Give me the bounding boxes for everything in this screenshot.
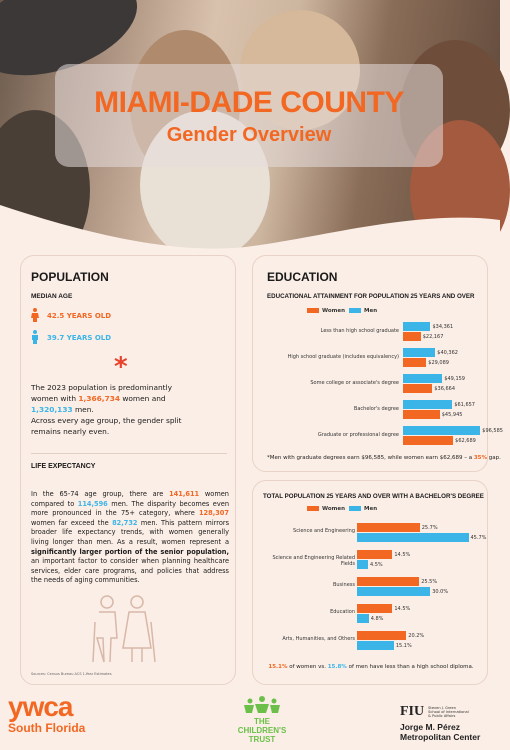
woman-icon <box>31 308 39 322</box>
bach-value-label: 4.5% <box>369 562 383 568</box>
population-heading: POPULATION <box>31 270 109 284</box>
bach-value-label: 14.5% <box>394 552 411 558</box>
edu-category-label: Graduate or professional degree <box>317 432 399 438</box>
bach-legend-women: Women <box>307 506 345 512</box>
bach-value-label: 25.5% <box>421 579 438 585</box>
bach-value-label: 14.5% <box>394 606 411 612</box>
bach-value-label: 45.7% <box>470 535 487 541</box>
children-figures-icon <box>222 695 302 713</box>
bachelor-panel <box>252 480 488 685</box>
bach-value-label: 4.8% <box>370 616 384 622</box>
childrens-trust-logo: THE CHILDREN'S TRUST <box>222 695 302 744</box>
edu-value-label: $45,945 <box>441 412 463 418</box>
edu-bar-men <box>403 348 435 357</box>
edu-legend-women: Women <box>307 308 345 314</box>
bach-value-label: 25.7% <box>421 525 438 531</box>
education-note: *Men with graduate degrees earn $96,585, while women earn $62,689 – a 35% gap. <box>267 455 501 461</box>
edu-category-label: Some college or associate's degree <box>310 380 399 386</box>
bach-bar-men <box>357 614 369 623</box>
edu-value-label: $34,361 <box>432 324 454 330</box>
edu-bar-women <box>403 358 426 367</box>
bachelor-chart <box>253 519 489 659</box>
population-panel <box>20 255 236 685</box>
page-subtitle: Gender Overview <box>166 124 332 146</box>
edu-value-label: $29,089 <box>428 360 449 366</box>
bachelor-note: 15.1% of women vs. 15.8% of men have less than a high school diploma. <box>268 664 474 670</box>
edu-value-label: $96,585 <box>482 428 503 434</box>
bach-bar-women <box>357 550 392 559</box>
edu-bar-men <box>403 426 480 435</box>
edu-value-label: $40,362 <box>437 350 458 356</box>
bach-category-label: Business <box>332 582 355 588</box>
edu-value-label: $61,657 <box>454 402 475 408</box>
bach-bar-women <box>357 631 406 640</box>
bach-bar-women <box>357 577 419 586</box>
population-text: The 2023 population is predominantly women with 1,366,734 women and 1,320,133 men. Across every age group, the gender split remains nearly even. <box>31 383 182 436</box>
bach-bar-men <box>357 587 430 596</box>
bach-bar-women <box>357 523 420 532</box>
bachelor-heading: TOTAL POPULATION 25 YEARS AND OVER WITH A BACHELOR'S DEGREE <box>263 493 484 500</box>
edu-category-label: Less than high school graduate <box>320 328 399 334</box>
bach-bar-men <box>357 533 469 542</box>
edu-bar-women <box>403 332 421 341</box>
bach-category-label: Education <box>330 609 355 615</box>
page-title: MIAMI-DADE COUNTY <box>94 86 404 119</box>
bach-legend-men: Men <box>349 506 377 512</box>
edu-bar-women <box>403 384 432 393</box>
women-median-age: 42.5 YEARS OLD <box>47 312 112 320</box>
edu-category-label: Bachelor's degree <box>353 406 399 412</box>
bach-bar-men <box>357 560 368 569</box>
man-icon <box>31 330 39 344</box>
edu-value-label: $36,664 <box>434 386 456 392</box>
edu-category-label: High school graduate (includes equivalency) <box>287 354 399 360</box>
sources-note: Sources: Census Bureau ACS 1-Year Estimates <box>31 672 112 676</box>
education-heading: EDUCATION <box>267 270 338 284</box>
asterisk-icon: * <box>114 352 128 382</box>
bach-value-label: 15.1% <box>395 643 412 649</box>
bach-value-label: 30.0% <box>432 589 449 595</box>
life-expectancy-text: In the 65-74 age group, there are 141,611 women compared to 114,596 men. The disparity becomes even more pronounced in the 75+ category, where 128,307 women far exceed the 82,732 men. This pattern mirrors broader life expectancy trends, with women generally living longer than men. As a result, women represent a significantly larger portion of the senior population, an important factor to consider when planning healthcare services, elder care programs, and policies that address the needs of aging communities. <box>31 490 229 585</box>
edu-bar-women <box>403 436 453 445</box>
edu-legend-men: Men <box>349 308 377 314</box>
fiu-logo: FIU Steven J. Green School of International & Public Affairs Jorge M. Pérez Metropolitan Center <box>400 704 481 742</box>
bach-value-label: 20.2% <box>408 633 425 639</box>
life-expectancy-heading: LIFE EXPECTANCY <box>31 463 96 470</box>
education-panel <box>252 255 503 472</box>
bach-bar-women <box>357 604 392 613</box>
median-age-label: MEDIAN AGE <box>31 293 73 300</box>
bach-category-label: Arts, Humanities, and Others <box>282 636 355 642</box>
title-box <box>55 64 443 167</box>
education-chart <box>253 316 503 446</box>
bach-category-label: Science and Engineering <box>293 528 355 534</box>
education-subheading: EDUCATIONAL ATTAINMENT FOR POPULATION 25 YEARS AND OVER <box>267 293 475 300</box>
bach-bar-men <box>357 641 394 650</box>
edu-value-label: $22,167 <box>422 334 444 340</box>
edu-bar-men <box>403 400 452 409</box>
men-median-age: 39.7 YEARS OLD <box>47 334 112 342</box>
edu-bar-men <box>403 322 430 331</box>
bach-category-label: Science and Engineering Related Fields <box>272 555 355 567</box>
elderly-couple-icon <box>89 592 159 664</box>
edu-bar-men <box>403 374 442 383</box>
edu-value-label: $49,159 <box>444 376 465 382</box>
edu-bar-women <box>403 410 440 419</box>
ywca-logo: ywca South Florida <box>8 691 86 735</box>
edu-value-label: $62,689 <box>455 438 476 444</box>
